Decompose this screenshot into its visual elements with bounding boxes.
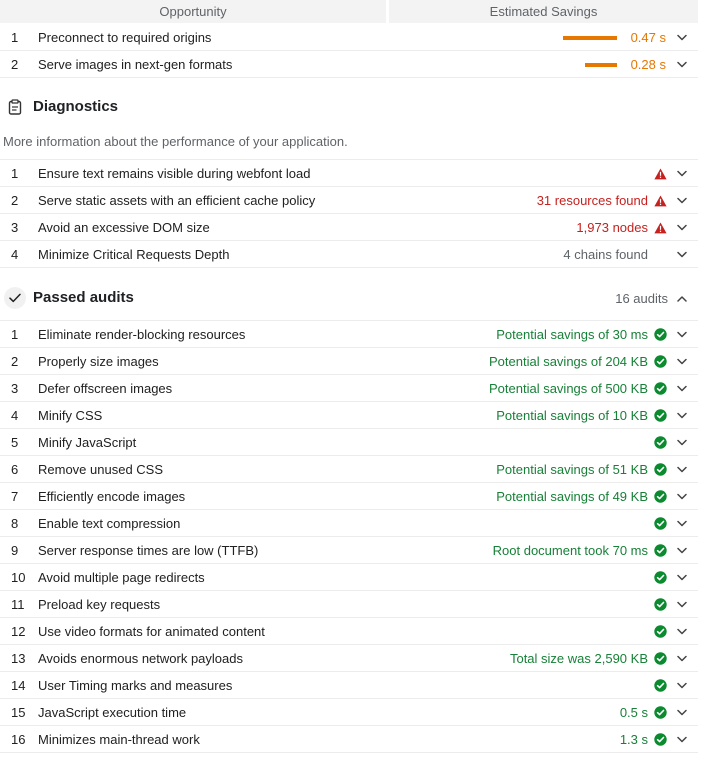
audit-title: Minimizes main-thread work — [38, 732, 200, 747]
audit-display-value: 1,973 nodes — [576, 220, 648, 235]
audit-result — [496, 456, 692, 483]
pass-check-icon — [648, 436, 672, 449]
pass-check-icon — [648, 463, 672, 476]
audit-result — [620, 726, 692, 753]
row-number: 1 — [11, 327, 19, 342]
audit-result — [648, 160, 692, 187]
audit-result — [576, 214, 692, 241]
audit-result — [496, 483, 692, 510]
audit-result — [493, 537, 692, 564]
passed-audit-row[interactable] — [0, 375, 698, 402]
pass-check-icon — [648, 652, 672, 665]
row-number: 11 — [11, 597, 25, 612]
row-number: 4 — [11, 408, 19, 423]
row-number: 8 — [11, 516, 19, 531]
chevron-down-icon[interactable] — [672, 439, 692, 446]
passed-audit-row[interactable] — [0, 537, 698, 564]
audit-result — [648, 510, 692, 537]
pass-check-icon — [648, 328, 672, 341]
audit-result — [496, 402, 692, 429]
audit-title: Eliminate render-blocking resources — [38, 327, 246, 342]
column-header-estimated-savings: Estimated Savings — [389, 0, 698, 23]
row-number: 5 — [11, 435, 19, 450]
diagnostic-row[interactable] — [0, 241, 698, 268]
chevron-down-icon[interactable] — [672, 385, 692, 392]
audit-title: Avoid multiple page redirects — [38, 570, 205, 585]
passed-audit-row[interactable] — [0, 510, 698, 537]
chevron-down-icon[interactable] — [672, 655, 692, 662]
audit-result — [648, 618, 692, 645]
passed-audit-row[interactable] — [0, 321, 698, 348]
row-number: 2 — [11, 57, 19, 72]
chevron-down-icon[interactable] — [672, 61, 692, 68]
row-number: 12 — [11, 624, 26, 639]
audit-title: Minify CSS — [38, 408, 103, 423]
audit-result — [563, 24, 692, 51]
audit-title: User Timing marks and measures — [38, 678, 233, 693]
row-number: 3 — [11, 381, 19, 396]
chevron-down-icon[interactable] — [672, 682, 692, 689]
pass-check-icon — [648, 409, 672, 422]
audit-title: Preload key requests — [38, 597, 161, 612]
audit-display-value: 4 chains found — [563, 247, 648, 262]
chevron-down-icon[interactable] — [672, 358, 692, 365]
audit-title: Use video formats for animated content — [38, 624, 265, 639]
audit-result — [648, 429, 692, 456]
audit-display-value: Potential savings of 500 KB — [489, 381, 648, 396]
passed-audit-row[interactable] — [0, 591, 698, 618]
audit-title: Minify JavaScript — [38, 435, 137, 450]
audit-title: Avoids enormous network payloads — [38, 651, 243, 666]
diagnostics-header — [0, 92, 698, 122]
passed-audit-row[interactable] — [0, 429, 698, 456]
checkmark-icon — [4, 287, 26, 309]
passed-audit-row[interactable] — [0, 699, 698, 726]
audit-result — [537, 187, 692, 214]
audit-title: Efficiently encode images — [38, 489, 186, 504]
audit-display-value: Potential savings of 51 KB — [496, 462, 648, 477]
savings-bar — [585, 63, 617, 67]
audit-display-value: 0.5 s — [619, 705, 648, 720]
audit-result — [563, 241, 692, 268]
diagnostic-row[interactable] — [0, 160, 698, 187]
audit-result — [496, 321, 692, 348]
diagnostic-row[interactable] — [0, 187, 698, 214]
row-number: 10 — [11, 570, 26, 585]
opportunity-row[interactable] — [0, 51, 698, 78]
chevron-down-icon[interactable] — [672, 574, 692, 581]
chevron-down-icon[interactable] — [672, 466, 692, 473]
row-number: 2 — [11, 193, 19, 208]
passed-audit-row[interactable] — [0, 618, 698, 645]
chevron-down-icon[interactable] — [672, 493, 692, 500]
chevron-up-icon[interactable] — [672, 288, 692, 308]
audit-title: Server response times are low (TTFB) — [38, 543, 259, 558]
audit-title: Minimize Critical Requests Depth — [38, 247, 230, 262]
row-number: 15 — [11, 705, 26, 720]
chevron-down-icon[interactable] — [672, 197, 692, 204]
chevron-down-icon[interactable] — [672, 547, 692, 554]
savings-bar — [563, 36, 617, 40]
chevron-down-icon[interactable] — [672, 224, 692, 231]
passed-audit-row[interactable] — [0, 348, 698, 375]
warning-icon — [648, 168, 672, 180]
chevron-down-icon[interactable] — [672, 709, 692, 716]
audit-display-value: 0.28 s — [630, 57, 666, 72]
chevron-down-icon[interactable] — [672, 412, 692, 419]
pass-check-icon — [648, 679, 672, 692]
row-number: 9 — [11, 543, 19, 558]
chevron-down-icon[interactable] — [672, 34, 692, 41]
audit-result — [489, 348, 692, 375]
passed-audits-title: Passed audits — [33, 289, 134, 306]
audit-title: Ensure text remains visible during webfont load — [38, 166, 311, 181]
diagnostic-row[interactable] — [0, 214, 698, 241]
audit-display-value: Potential savings of 10 KB — [496, 408, 648, 423]
audit-result — [648, 564, 692, 591]
chevron-down-icon[interactable] — [672, 251, 692, 258]
chevron-down-icon[interactable] — [672, 736, 692, 743]
chevron-down-icon[interactable] — [672, 170, 692, 177]
pass-check-icon — [648, 517, 672, 530]
warning-icon — [648, 222, 672, 234]
audit-display-value: 31 resources found — [536, 193, 648, 208]
passed-audit-row[interactable] — [0, 726, 698, 753]
pass-check-icon — [648, 355, 672, 368]
audit-title: Preconnect to required origins — [38, 30, 212, 45]
warning-icon — [648, 195, 672, 207]
opportunity-table-header — [0, 0, 698, 23]
pass-check-icon — [648, 571, 672, 584]
diagnostics-title: Diagnostics — [33, 98, 119, 115]
row-number: 13 — [11, 651, 26, 666]
row-number: 1 — [11, 30, 19, 45]
audit-display-value: 1.3 s — [619, 732, 648, 747]
audit-title: Serve static assets with an efficient cache policy — [38, 193, 316, 208]
row-number: 16 — [11, 732, 26, 747]
row-number: 7 — [11, 489, 19, 504]
passed-audits-header[interactable] — [0, 283, 698, 313]
pass-check-icon — [648, 706, 672, 719]
audit-result — [620, 699, 692, 726]
row-number: 14 — [11, 678, 26, 693]
row-number: 4 — [11, 247, 19, 262]
audit-display-value: Root document took 70 ms — [492, 543, 648, 558]
chevron-down-icon[interactable] — [672, 601, 692, 608]
clipboard-icon — [4, 96, 26, 118]
diagnostics-description: More information about the performance of your application. — [3, 134, 348, 149]
audit-title: JavaScript execution time — [38, 705, 187, 720]
passed-audit-row[interactable] — [0, 645, 698, 672]
pass-check-icon — [648, 544, 672, 557]
audit-display-value: Potential savings of 49 KB — [496, 489, 648, 504]
audit-result — [510, 645, 692, 672]
audit-title: Serve images in next-gen formats — [38, 57, 233, 72]
chevron-down-icon[interactable] — [672, 520, 692, 527]
audit-title: Enable text compression — [38, 516, 181, 531]
audit-display-value: Total size was 2,590 KB — [509, 651, 648, 666]
passed-audit-row[interactable] — [0, 672, 698, 699]
audit-result — [648, 672, 692, 699]
audit-display-value: Potential savings of 30 ms — [496, 327, 648, 342]
passed-audit-row[interactable] — [0, 564, 698, 591]
pass-check-icon — [648, 625, 672, 638]
pass-check-icon — [648, 733, 672, 746]
passed-audit-row[interactable] — [0, 456, 698, 483]
column-header-opportunity: Opportunity — [0, 0, 386, 23]
row-number: 3 — [11, 220, 19, 235]
audit-result — [585, 51, 692, 78]
passed-audit-row[interactable] — [0, 402, 698, 429]
chevron-down-icon[interactable] — [672, 628, 692, 635]
passed-audits-count: 16 audits — [615, 291, 668, 306]
pass-check-icon — [648, 490, 672, 503]
audit-title: Avoid an excessive DOM size — [38, 220, 210, 235]
row-number: 1 — [11, 166, 19, 181]
audit-title: Defer offscreen images — [38, 381, 173, 396]
audit-title: Properly size images — [38, 354, 159, 369]
row-number: 2 — [11, 354, 19, 369]
chevron-down-icon[interactable] — [672, 331, 692, 338]
audit-result — [489, 375, 692, 402]
pass-check-icon — [648, 598, 672, 611]
pass-check-icon — [648, 382, 672, 395]
audit-display-value: 0.47 s — [630, 30, 666, 45]
audit-result — [648, 591, 692, 618]
audit-display-value: Potential savings of 204 KB — [489, 354, 648, 369]
row-number: 6 — [11, 462, 19, 477]
opportunity-row[interactable] — [0, 24, 698, 51]
audit-title: Remove unused CSS — [38, 462, 164, 477]
passed-audit-row[interactable] — [0, 483, 698, 510]
